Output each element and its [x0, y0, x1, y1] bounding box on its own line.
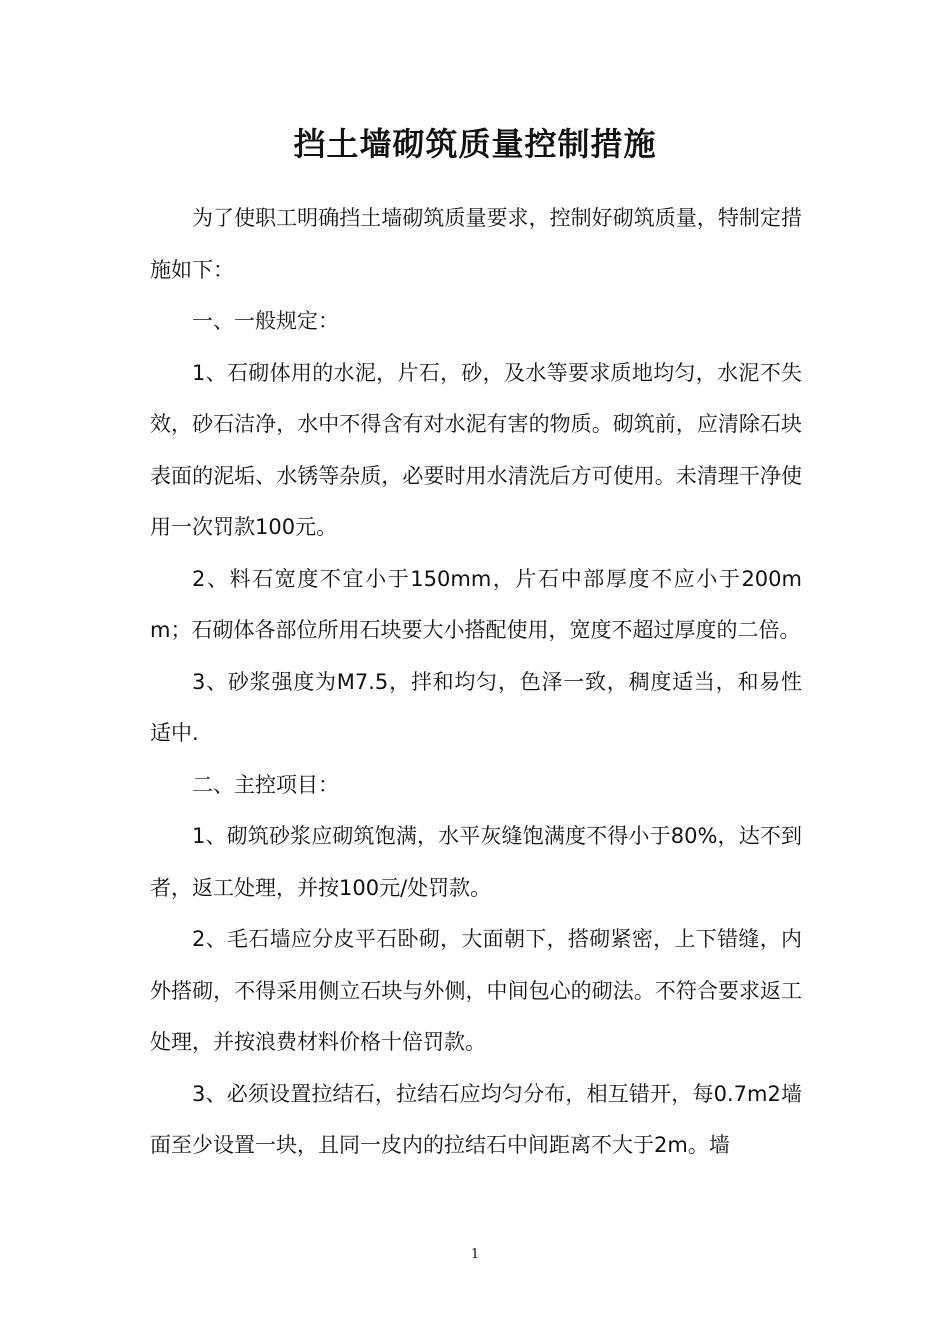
general-rule-1: 1、石砌体用的水泥，片石，砂，及水等要求质地均匀，水泥不失效，砂石洁净，水中不得含有对水泥有害的物质。砌筑前，应清除石块表面的泥垢、水锈等杂质，必要时用水清洗后方可使用。未清理干净使用一次罚款100元。 [150, 360, 802, 539]
intro-paragraph: 为了使职工明确挡土墙砌筑质量要求，控制好砌筑质量，特制定措施如下： [150, 206, 802, 282]
main-control-item-3: 3、必须设置拉结石，拉结石应均匀分布，相互错开，每0.7m2墙面至少设置一块，且同一皮内的拉结石中间距离不大于2m。墙 [150, 1081, 802, 1157]
page-number: 1 [470, 1247, 480, 1262]
section-heading-general: 一、一般规定： [192, 309, 339, 333]
general-rule-3: 3、砂浆强度为M7.5，拌和均匀，色泽一致，稠度适当，和易性适中. [150, 669, 802, 745]
general-rule-2: 2、料石宽度不宜小于150mm，片石中部厚度不应小于200mm；石砌体各部位所用石块要大小搭配使用，宽度不超过厚度的二倍。 [150, 566, 802, 642]
section-heading-main-control: 二、主控项目： [192, 772, 339, 797]
document-title: 挡土墙砌筑质量控制措施 [293, 125, 657, 163]
main-control-item-1: 1、砌筑砂浆应砌筑饱满，水平灰缝饱满度不得小于80%，达不到者，返工处理，并按100元/处罚款。 [150, 824, 802, 900]
document-body [150, 193, 802, 1172]
main-control-item-2: 2、毛石墙应分皮平石卧砌，大面朝下，搭砌紧密，上下错缝，内外搭砌，不得采用侧立石块与外侧，中间包心的砌法。不符合要求返工处理，并按浪费材料价格十倍罚款。 [150, 927, 802, 1054]
